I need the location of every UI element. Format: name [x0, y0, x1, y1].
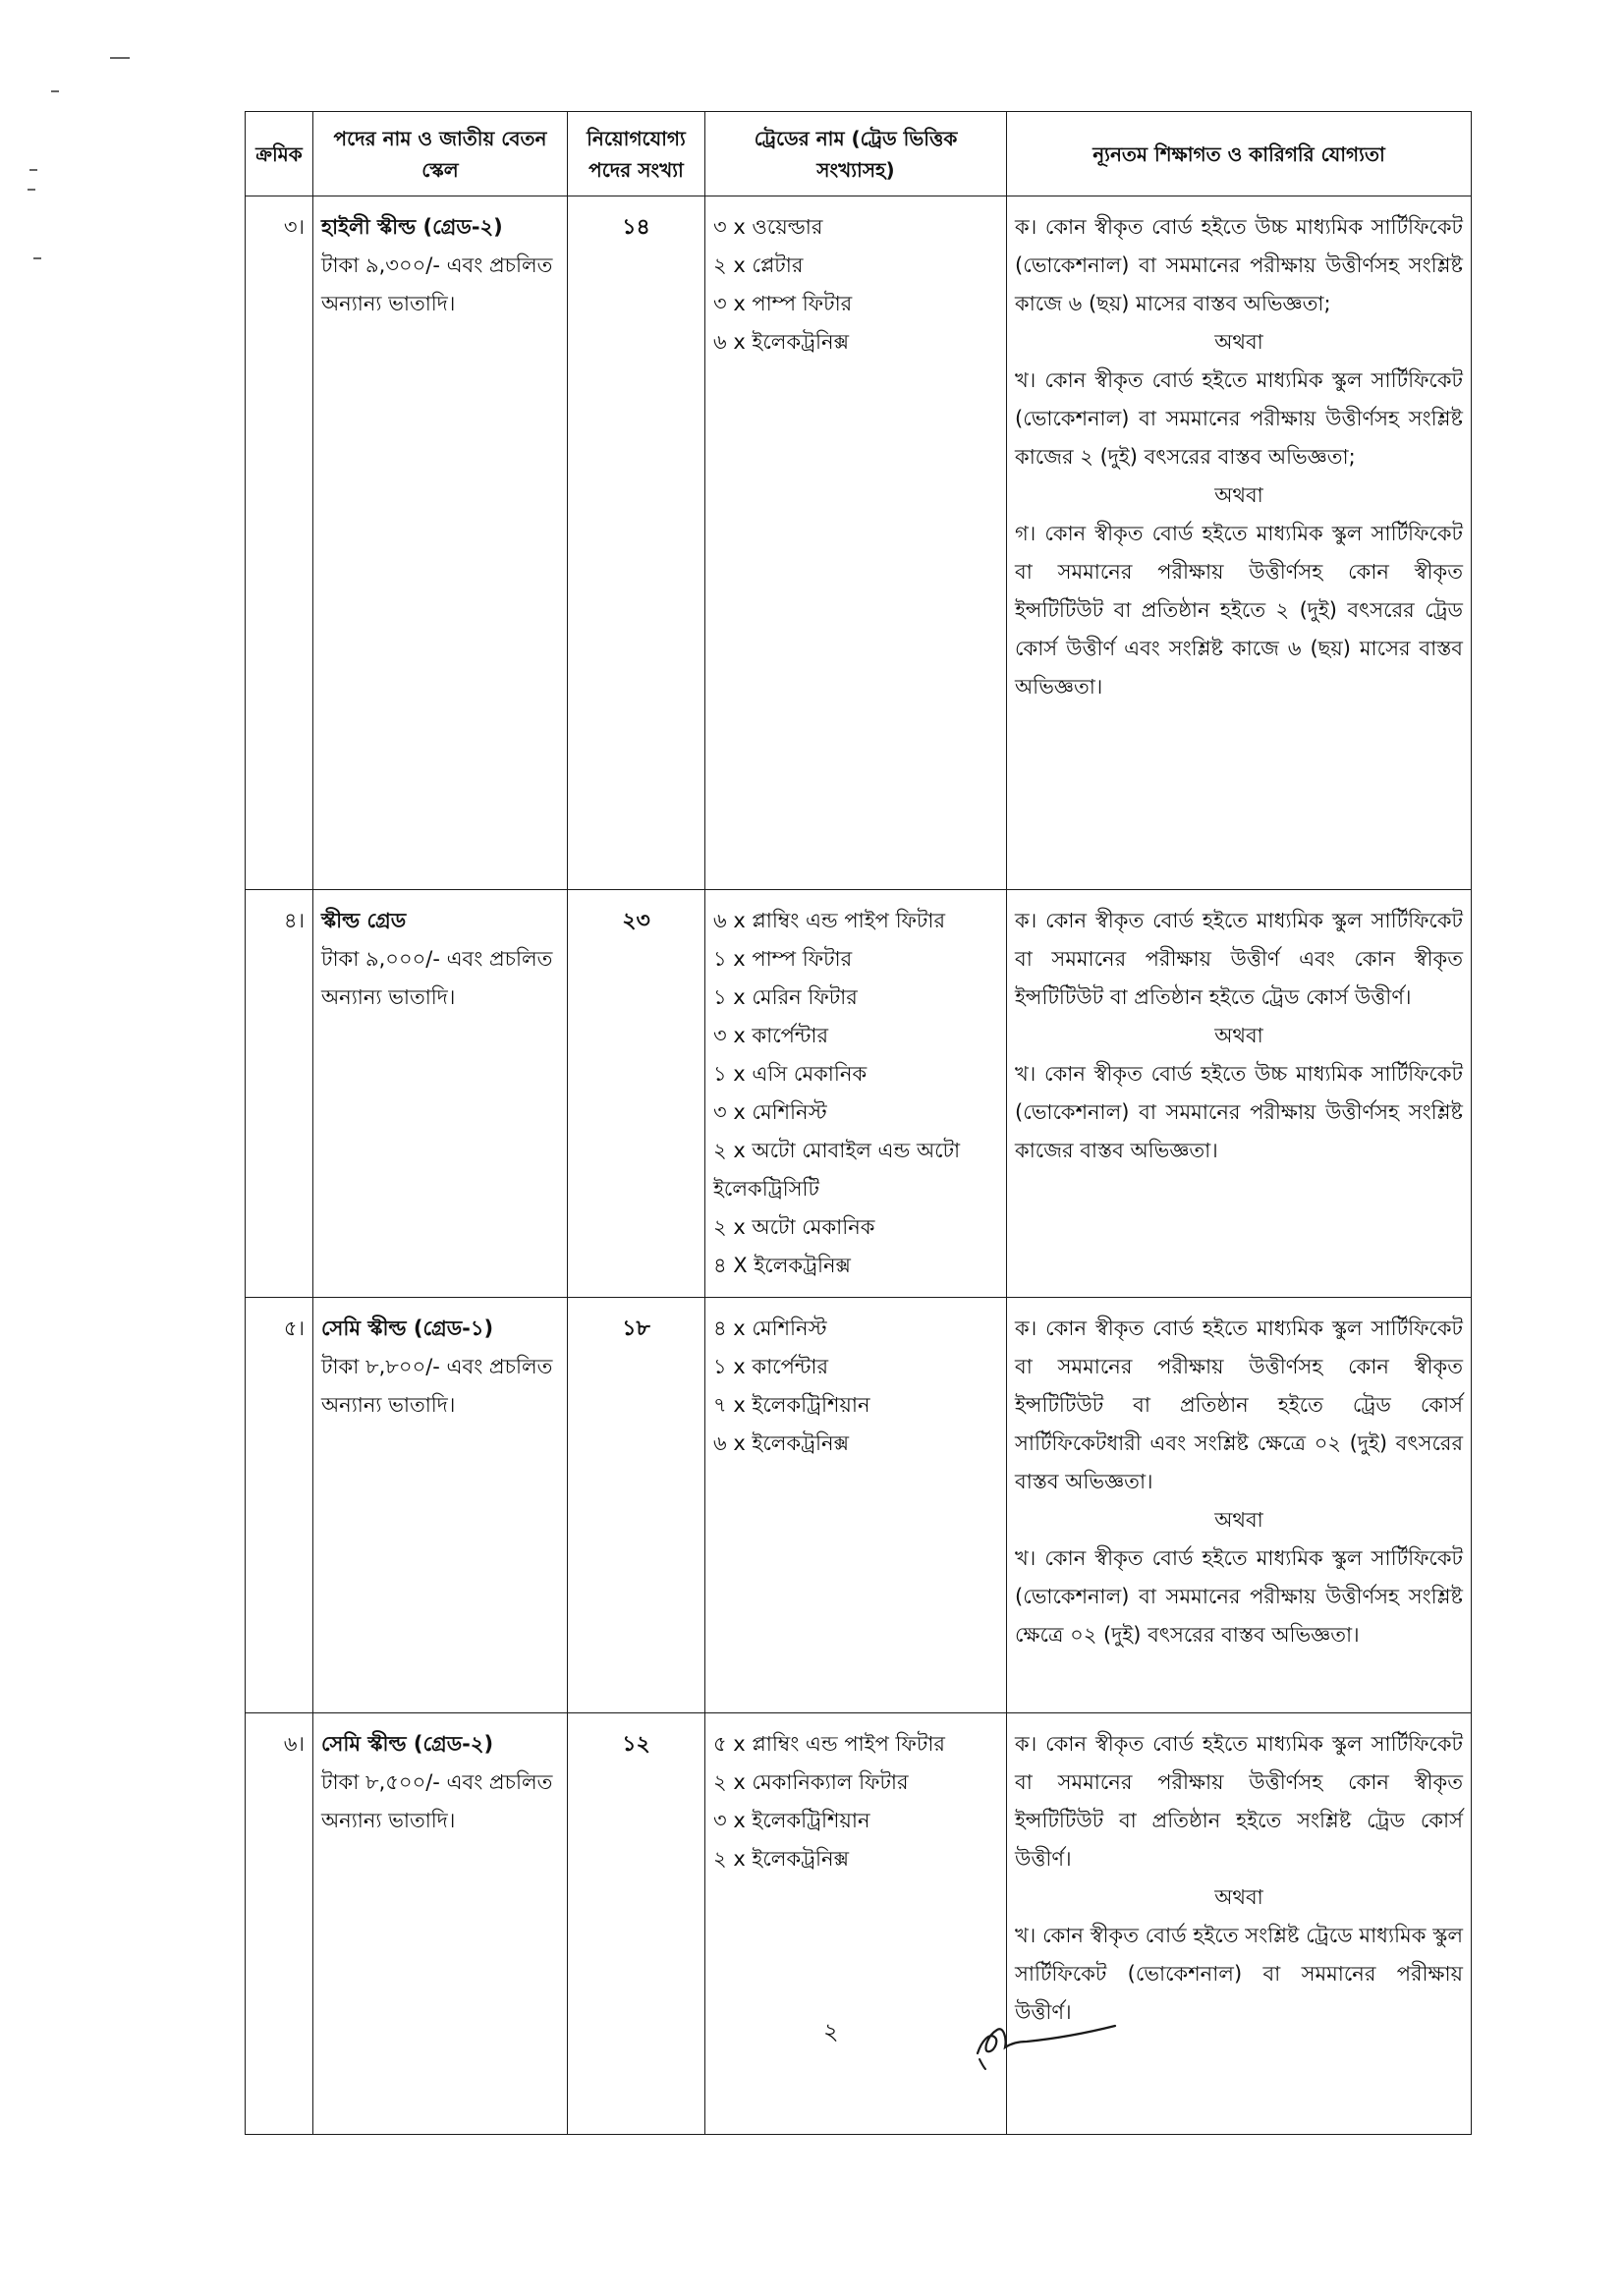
trade-item: ১ x পাম্প ফিটার [713, 947, 853, 971]
serial-cell: ৪। [246, 890, 313, 1298]
post-pay: টাকা ৮,৮০০/- এবং প্রচলিত অন্যান্য ভাতাদি। [321, 1355, 553, 1417]
count-cell: ১৪ [568, 196, 705, 890]
trade-item: ৩ x মেশিনিস্ট [713, 1100, 827, 1124]
table-header-row [246, 112, 1472, 196]
trade-item: ২ x মেকানিক্যাল ফিটার [713, 1770, 909, 1794]
header-count: নিয়োগযোগ্য পদের সংখ্যা [568, 112, 705, 196]
qualification-cell [1007, 196, 1472, 890]
trade-item: ৩ x কার্পেন্টার [713, 1024, 829, 1047]
qualification-option: খ। কোন স্বীকৃত বোর্ড হইতে মাধ্যমিক স্কুল সার্টিফিকেট (ভোকেশনাল) বা সমমানের পরীক্ষায় উত্তীর্ণসহ সংশ্লিষ্ট কাজের ২ (দুই) বৎসরের বাস্তব অভিজ্ঞতা; [1015, 368, 1463, 469]
post-pay: টাকা ৮,৫০০/- এবং প্রচলিত অন্যান্য ভাতাদি। [321, 1770, 553, 1832]
trade-cell [705, 1298, 1007, 1713]
post-pay: টাকা ৯,৩০০/- এবং প্রচলিত অন্যান্য ভাতাদি। [321, 253, 553, 315]
trade-item: ৭ x ইলেকট্রিশিয়ান [713, 1393, 870, 1417]
or-separator: অথবা [1214, 483, 1263, 507]
serial-cell: ৬। [246, 1713, 313, 2135]
recruitment-table [245, 111, 1472, 2135]
trade-item: ৪ X ইলেকট্রনিক্স [713, 1254, 851, 1277]
qualification-option: খ। কোন স্বীকৃত বোর্ড হইতে মাধ্যমিক স্কুল সার্টিফিকেট (ভোকেশনাল) বা সমমানের পরীক্ষায় উত্তীর্ণসহ সংশ্লিষ্ট ক্ষেত্রে ০২ (দুই) বৎসরের বাস্তব অভিজ্ঞতা। [1015, 1546, 1463, 1647]
header-qualification: ন্যূনতম শিক্ষাগত ও কারিগরি যোগ্যতা [1007, 112, 1472, 196]
count-cell: ১৮ [568, 1298, 705, 1713]
trade-item: ২ x অটো মোবাইল এন্ড অটো ইলেকট্রিসিটি [713, 1139, 961, 1201]
trade-item: ৬ x প্লাম্বিং এন্ড পাইপ ফিটার [713, 909, 946, 932]
trade-item: ৩ x ওয়েল্ডার [713, 215, 823, 239]
table-row [246, 890, 1472, 1298]
trade-item: ১ x কার্পেন্টার [713, 1355, 829, 1378]
trade-item: ৫ x প্লাম্বিং এন্ড পাইপ ফিটার [713, 1732, 945, 1756]
qualification-option: গ। কোন স্বীকৃত বোর্ড হইতে মাধ্যমিক স্কুল সার্টিফিকেট বা সমমানের পরীক্ষায় উত্তীর্ণসহ কোন স্বীকৃত ইন্সটিটিউট বা প্রতিষ্ঠান হইতে ২ (দুই) বৎসরের ট্রেড কোর্স উত্তীর্ণ এবং সংশ্লিষ্ট কাজে ৬ (ছয়) মাসের বাস্তব অভিজ্ঞতা। [1015, 522, 1463, 699]
header-trade: ট্রেডের নাম (ট্রেড ভিত্তিক সংখ্যাসহ) [705, 112, 1007, 196]
count-cell: ১২ [568, 1713, 705, 2135]
serial-cell: ৫। [246, 1298, 313, 1713]
qualification-option: ক। কোন স্বীকৃত বোর্ড হইতে মাধ্যমিক স্কুল সার্টিফিকেট বা সমমানের পরীক্ষায় উত্তীর্ণসহ কোন স্বীকৃত ইন্সটিটিউট বা প্রতিষ্ঠান হইতে সংশ্লিষ্ট ট্রেড কোর্স উত্তীর্ণ। [1015, 1732, 1463, 1871]
post-cell [313, 890, 568, 1298]
trade-cell [705, 196, 1007, 890]
post-name: সেমি স্কীল্ড (গ্রেড-২) [321, 1732, 494, 1756]
qualification-cell [1007, 1298, 1472, 1713]
qualification-cell [1007, 1713, 1472, 2135]
trade-item: ৪ x মেশিনিস্ট [713, 1316, 827, 1340]
qualification-option: খ। কোন স্বীকৃত বোর্ড হইতে সংশ্লিষ্ট ট্রেডে মাধ্যমিক স্কুল সার্টিফিকেট (ভোকেশনাল) বা সমমানের পরীক্ষায় উত্তীর্ণ। [1015, 1924, 1463, 2024]
count-cell: ২৩ [568, 890, 705, 1298]
trade-item: ২ x প্লেটার [713, 253, 804, 277]
table-row [246, 1713, 1472, 2135]
post-name: সেমি স্কীল্ড (গ্রেড-১) [321, 1316, 494, 1340]
trade-item: ১ x মেরিন ফিটার [713, 985, 858, 1009]
post-name: স্কীল্ড গ্রেড [321, 909, 407, 932]
post-pay: টাকা ৯,০০০/- এবং প্রচলিত অন্যান্য ভাতাদি। [321, 947, 553, 1009]
trade-item: ২ x অটো মেকানিক [713, 1215, 875, 1239]
or-separator: অথবা [1214, 330, 1263, 354]
post-cell [313, 196, 568, 890]
table-row [246, 196, 1472, 890]
qualification-option: ক। কোন স্বীকৃত বোর্ড হইতে মাধ্যমিক স্কুল সার্টিফিকেট বা সমমানের পরীক্ষায় উত্তীর্ণসহ কোন স্বীকৃত ইন্সটিটিউট বা প্রতিষ্ঠান হইতে ট্রেড কোর্স সার্টিফিকেটধারী এবং সংশ্লিষ্ট ক্ষেত্রে ০২ (দুই) বৎসরের বাস্তব অভিজ্ঞতা। [1015, 1316, 1463, 1493]
post-name: হাইলী স্কীল্ড (গ্রেড-২) [321, 215, 503, 239]
trade-item: ১ x এসি মেকানিক [713, 1062, 868, 1086]
or-separator: অথবা [1214, 1885, 1263, 1909]
trade-item: ৬ x ইলেকট্রনিক্স [713, 330, 850, 354]
trade-item: ৩ x ইলেকট্রিশিয়ান [713, 1809, 870, 1832]
trade-item: ২ x ইলেকট্রনিক্স [713, 1847, 850, 1871]
or-separator: অথবা [1214, 1508, 1263, 1532]
table-row [246, 1298, 1472, 1713]
qualification-cell [1007, 890, 1472, 1298]
qualification-option: ক। কোন স্বীকৃত বোর্ড হইতে মাধ্যমিক স্কুল সার্টিফিকেট বা সমমানের পরীক্ষায় উত্তীর্ণ এবং কোন স্বীকৃত ইন্সটিটিউট বা প্রতিষ্ঠান হইতে ট্রেড কোর্স উত্তীর্ণ। [1015, 909, 1463, 1009]
trade-item: ৬ x ইলেকট্রনিক্স [713, 1431, 850, 1455]
trade-cell [705, 890, 1007, 1298]
serial-cell: ৩। [246, 196, 313, 890]
trade-cell [705, 1713, 1007, 2135]
header-post: পদের নাম ও জাতীয় বেতন স্কেল [313, 112, 568, 196]
header-serial: ক্রমিক [246, 112, 313, 196]
or-separator: অথবা [1214, 1024, 1263, 1047]
post-cell [313, 1298, 568, 1713]
trade-item: ৩ x পাম্প ফিটার [713, 292, 853, 315]
qualification-option: খ। কোন স্বীকৃত বোর্ড হইতে উচ্চ মাধ্যমিক সার্টিফিকেট (ভোকেশনাল) বা সমমানের পরীক্ষায় উত্তীর্ণসহ সংশ্লিষ্ট কাজের বাস্তব অভিজ্ঞতা। [1015, 1062, 1463, 1162]
qualification-option: ক। কোন স্বীকৃত বোর্ড হইতে উচ্চ মাধ্যমিক সার্টিফিকেট (ভোকেশনাল) বা সমমানের পরীক্ষায় উত্তীর্ণসহ সংশ্লিষ্ট কাজে ৬ (ছয়) মাসের বাস্তব অভিজ্ঞতা; [1015, 215, 1463, 315]
signature-mark [968, 2002, 1125, 2071]
page-number: ২ [823, 2018, 839, 2045]
post-cell [313, 1713, 568, 2135]
